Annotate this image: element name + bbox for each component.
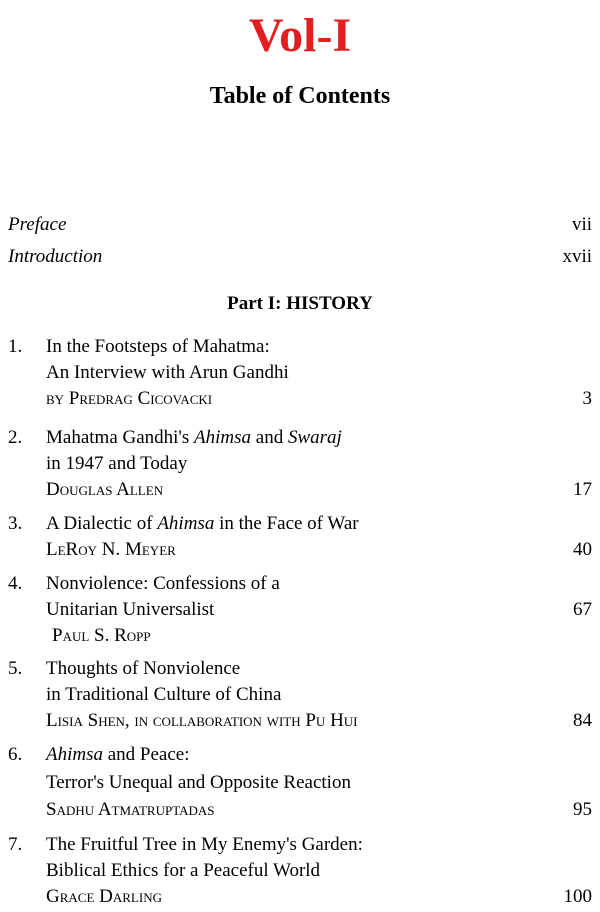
entry-title-line <box>46 425 342 451</box>
toc-entry <box>8 742 592 822</box>
title-text: and Peace: <box>103 744 190 765</box>
toc-entry <box>8 832 592 912</box>
page-number: 84 <box>573 710 592 731</box>
entry-author: Douglas Allen <box>46 479 164 500</box>
title-italic: Ahimsa <box>157 513 215 534</box>
toc-entry <box>8 511 592 565</box>
entry-number: 4. <box>8 573 23 594</box>
title-text: A Dialectic of <box>46 513 158 534</box>
page-number: 95 <box>573 799 592 820</box>
entry-title-line: Biblical Ethics for a Peaceful World <box>46 860 321 881</box>
page-title: Table of Contents <box>209 83 391 109</box>
entry-title-line <box>46 511 359 537</box>
entry-author: by Predrag Cicovacki <box>46 388 213 409</box>
entry-author: Lisia Shen, in collaboration with Pu Hui <box>46 710 358 731</box>
volume-heading: Vol-I <box>248 9 352 62</box>
entry-title-line: An Interview with Arun Gandhi <box>46 362 289 383</box>
entry-title-line: in Traditional Culture of China <box>46 684 282 705</box>
front-matter-label: Preface <box>8 214 67 235</box>
entry-title-line: Unitarian Universalist <box>46 599 215 620</box>
entry-author: Paul S. Ropp <box>52 625 151 646</box>
title-text: Mahatma Gandhi's <box>46 427 195 448</box>
page-number: 40 <box>573 539 592 560</box>
entry-title-line: The Fruitful Tree in My Enemy's Garden: <box>46 834 363 855</box>
title-italic: Swaraj <box>287 427 342 448</box>
entry-title-line: Nonviolence: Confessions of a <box>46 573 280 594</box>
toc-entry <box>8 425 592 505</box>
entry-number: 6. <box>8 744 23 765</box>
entry-title-line: In the Footsteps of Mahatma: <box>46 336 270 357</box>
title-italic: Ahimsa <box>46 744 103 765</box>
page-number: 3 <box>582 388 592 409</box>
toc-entry <box>8 656 592 736</box>
page-number: xvii <box>562 246 592 267</box>
entry-author: Grace Darling <box>46 886 162 907</box>
entry-number: 5. <box>8 658 23 679</box>
page-number: 17 <box>573 479 592 500</box>
toc-entry <box>8 334 592 414</box>
title-text: and <box>251 427 288 448</box>
front-matter-preface <box>8 212 592 238</box>
title-text: in the Face of War <box>214 513 359 534</box>
entry-number: 1. <box>8 336 23 357</box>
page-number: vii <box>571 214 592 235</box>
page-number: 67 <box>573 599 592 620</box>
entry-title-line: Thoughts of Nonviolence <box>46 658 241 679</box>
entry-number: 2. <box>8 427 23 448</box>
page-number: 100 <box>563 886 592 907</box>
entry-number: 7. <box>8 834 23 855</box>
entry-title-line: in 1947 and Today <box>46 453 188 474</box>
title-italic: Ahimsa <box>194 427 252 448</box>
entry-author: LeRoy N. Meyer <box>46 539 176 560</box>
front-matter-introduction <box>8 244 592 270</box>
entry-title-line: Terror's Unequal and Opposite Reaction <box>46 772 351 793</box>
front-matter-label: Introduction <box>8 246 103 267</box>
toc-entry <box>8 571 592 651</box>
entry-number: 3. <box>8 513 23 534</box>
part-heading: Part I: HISTORY <box>227 293 373 314</box>
entry-author: Sadhu Atmatruptadas <box>46 799 215 820</box>
entry-title-line <box>46 742 190 768</box>
